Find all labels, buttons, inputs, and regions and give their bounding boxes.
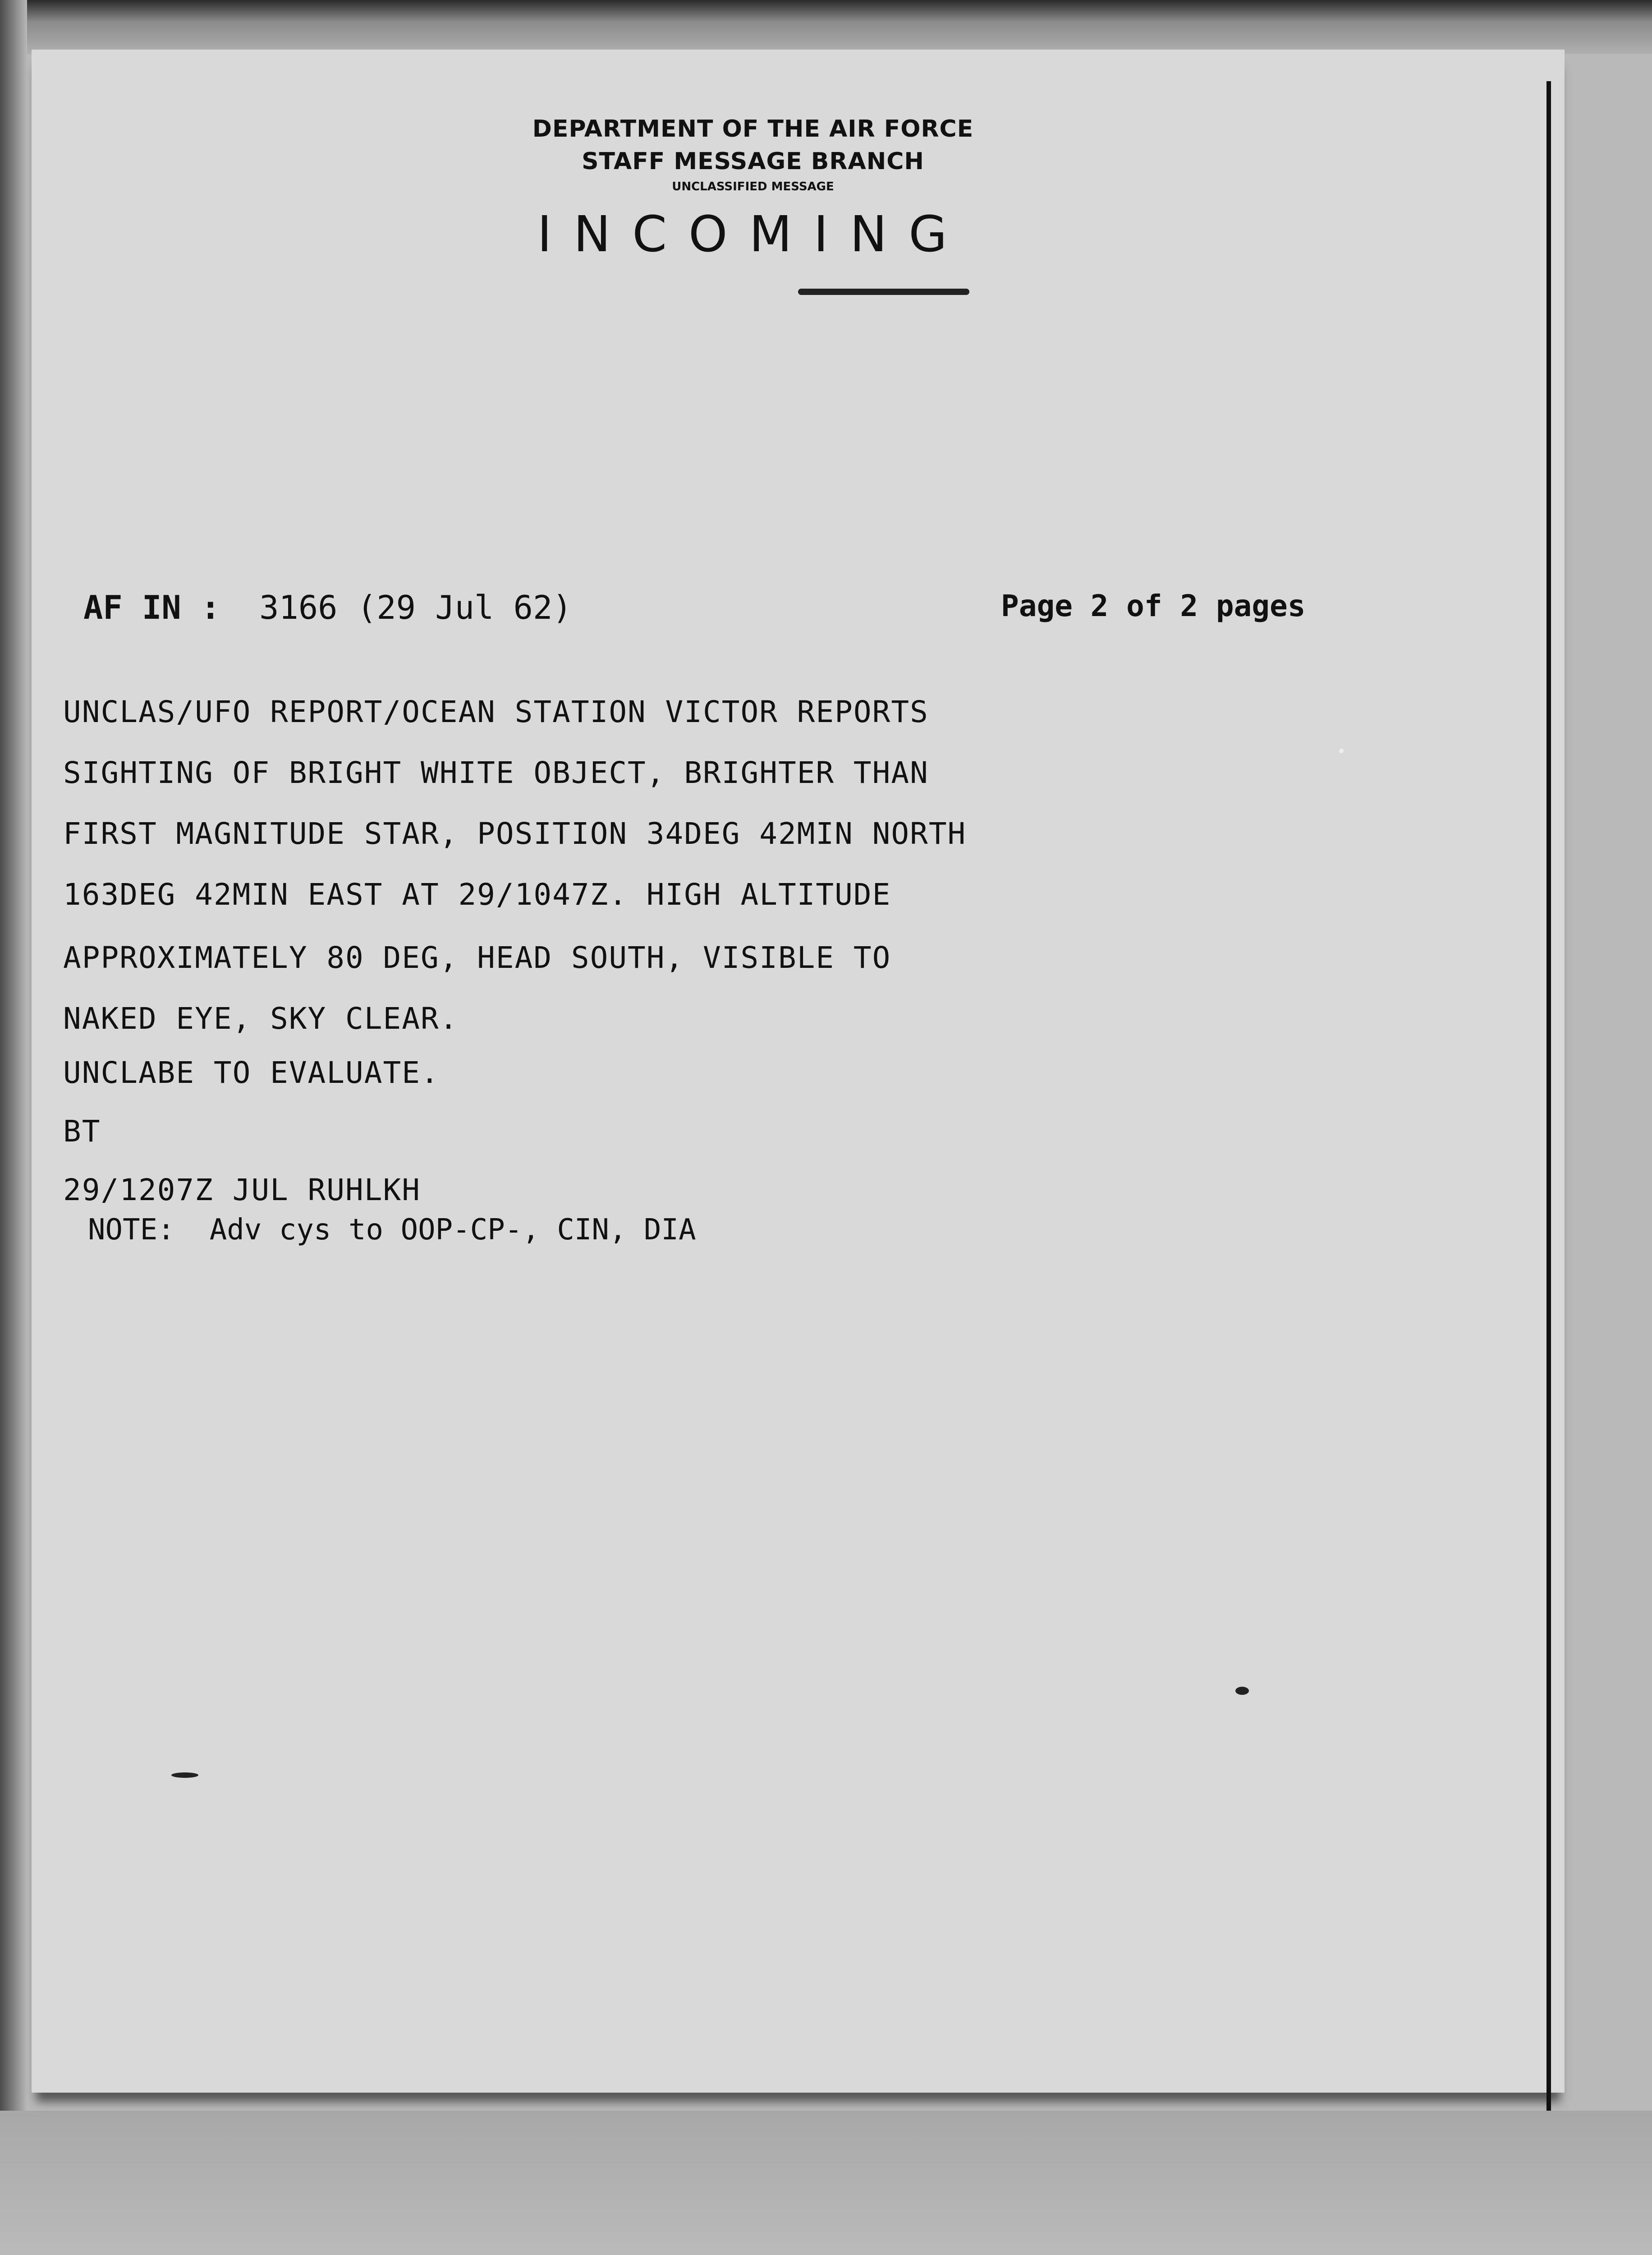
film-lower-area (0, 2111, 1652, 2255)
message-line: SIGHTING OF BRIGHT WHITE OBJECT, BRIGHTER THAN (63, 755, 929, 790)
page-right-rule (1546, 81, 1551, 2111)
message-line: 29/1207Z JUL RUHLKH (63, 1173, 421, 1207)
speck (1235, 1687, 1249, 1695)
department-name: DEPARTMENT OF THE AIR FORCE (532, 115, 974, 143)
af-in-label: AF IN : (83, 589, 220, 626)
message-line: APPROXIMATELY 80 DEG, HEAD SOUTH, VISIBLE TO (63, 940, 891, 975)
film-left-edge (0, 0, 27, 2255)
message-line: 163DEG 42MIN EAST AT 29/1047Z. HIGH ALTITUDE (63, 877, 891, 912)
message-line: UNCLAS/UFO REPORT/OCEAN STATION VICTOR REPORTS (63, 695, 929, 729)
page-indicator: Page 2 of 2 pages (1001, 589, 1306, 623)
branch-name: STAFF MESSAGE BRANCH (582, 148, 924, 175)
classification-line: UNCLASSIFIED MESSAGE (672, 180, 834, 193)
af-in-value: 3166 (29 Jul 62) (259, 589, 572, 626)
message-line: BT (63, 1114, 101, 1149)
film-top-shadow (0, 0, 1652, 54)
ink-smudge (798, 289, 969, 295)
af-in-reference (83, 589, 572, 626)
message-line: NAKED EYE, SKY CLEAR. (63, 1001, 459, 1036)
speck (1339, 749, 1344, 753)
message-type: INCOMING (537, 205, 969, 263)
distribution-note: NOTE: Adv cys to OOP-CP-, CIN, DIA (88, 1213, 696, 1247)
document-page (32, 50, 1565, 2093)
speck (171, 1772, 198, 1778)
message-line: UNCLABE TO EVALUATE. (63, 1055, 440, 1090)
letterhead (392, 113, 1114, 268)
message-line: FIRST MAGNITUDE STAR, POSITION 34DEG 42MIN NORTH (63, 816, 967, 851)
